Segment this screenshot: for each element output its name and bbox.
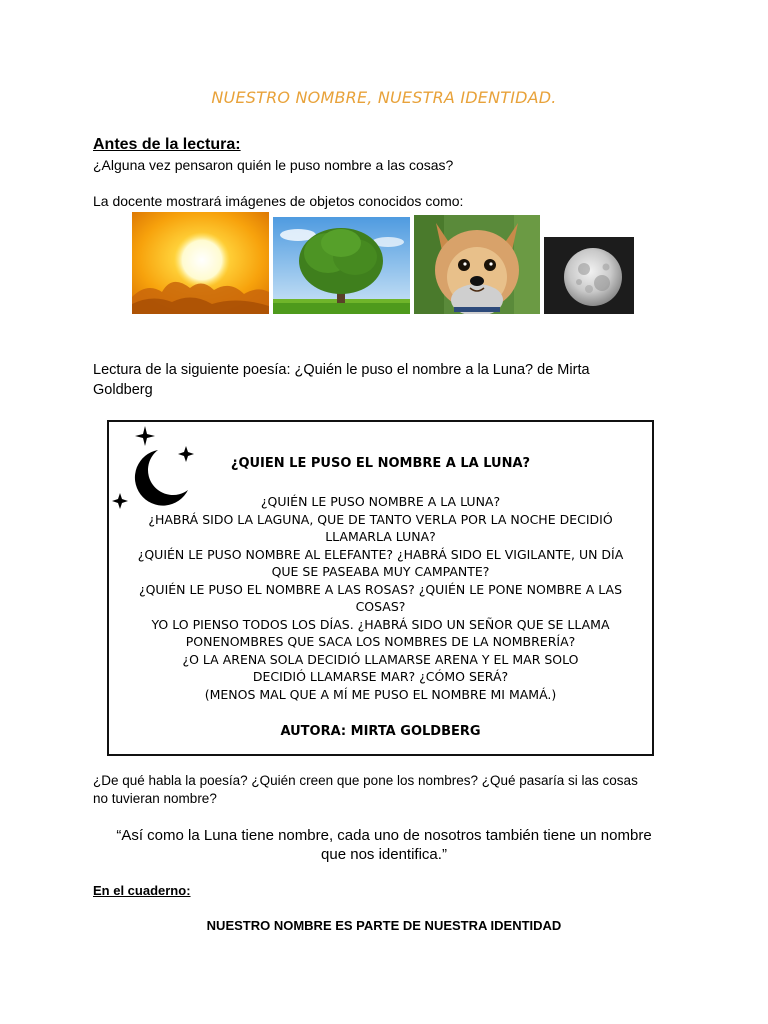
poem-line: PONENOMBRES QUE SACA LOS NOMBRES DE LA NOMBRERÍA? bbox=[185, 634, 576, 649]
question-text: ¿Alguna vez pensaron quién le puso nombre a las cosas? bbox=[93, 157, 454, 173]
poem-line: ¿QUIÉN LE PUSO NOMBRE AL ELEFANTE? ¿HABRÁ SIDO EL VIGILANTE, UN DÍA bbox=[137, 547, 624, 562]
dog-image bbox=[414, 215, 540, 314]
quote-line-1: “Así como la Luna tiene nombre, cada uno de nosotros también tiene un nombre bbox=[116, 827, 652, 844]
discussion-text bbox=[93, 772, 693, 808]
reading-line-2: Goldberg bbox=[93, 382, 153, 398]
poem-line: QUE SE PASEABA MUY CAMPANTE? bbox=[271, 564, 490, 579]
poem-author: AUTORA: MIRTA GOLDBERG bbox=[280, 724, 481, 739]
discussion-line-2: no tuvieran nombre? bbox=[93, 791, 217, 806]
poem-line: ¿QUIÉN LE PUSO EL NOMBRE A LAS ROSAS? ¿QUIÉN LE PONE NOMBRE A LAS bbox=[138, 582, 623, 597]
tree-image bbox=[273, 217, 410, 314]
star-icon bbox=[135, 426, 155, 446]
discussion-line-1: ¿De qué habla la poesía? ¿Quién creen que pone los nombres? ¿Qué pasaría si las cosas bbox=[93, 773, 638, 788]
sun-image bbox=[132, 212, 269, 314]
quote-line-2: que nos identifica.” bbox=[321, 846, 447, 863]
poem-line: ¿HABRÁ SIDO LA LAGUNA, QUE DE TANTO VERLA POR LA NOCHE DECIDIÓ bbox=[148, 512, 613, 527]
page-title: NUESTRO NOMBRE, NUESTRA IDENTIDAD. bbox=[211, 88, 557, 107]
identity-heading: NUESTRO NOMBRE ES PARTE DE NUESTRA IDENTIDAD bbox=[206, 918, 562, 933]
poem-line: LLAMARLA LUNA? bbox=[325, 529, 436, 544]
poem-line: COSAS? bbox=[355, 599, 406, 614]
poem-line: YO LO PIENSO TODOS LOS DÍAS. ¿HABRÁ SIDO UN SEÑOR QUE SE LLAMA bbox=[151, 617, 610, 632]
section-heading: Antes de la lectura: bbox=[93, 136, 241, 153]
quote-text bbox=[93, 826, 675, 864]
poem-line: ¿QUIÉN LE PUSO NOMBRE A LA LUNA? bbox=[260, 494, 501, 509]
moon-image bbox=[544, 237, 634, 314]
cuaderno-heading: En el cuaderno: bbox=[93, 883, 191, 898]
reading-text bbox=[93, 360, 590, 400]
reading-line-1: Lectura de la siguiente poesía: ¿Quién le puso el nombre a la Luna? de Mirta bbox=[93, 362, 590, 378]
poem-line: ¿O LA ARENA SOLA DECIDIÓ LLAMARSE ARENA Y EL MAR SOLO bbox=[182, 652, 579, 667]
poem-line: DECIDIÓ LLAMARSE MAR? ¿CÓMO SERÁ? bbox=[252, 669, 509, 684]
intro-text: La docente mostrará imágenes de objetos conocidos como: bbox=[93, 193, 464, 209]
poem-title: ¿QUIEN LE PUSO EL NOMBRE A LA LUNA? bbox=[230, 456, 531, 471]
poem-line: (MENOS MAL QUE A MÍ ME PUSO EL NOMBRE MI MAMÁ.) bbox=[204, 687, 557, 702]
